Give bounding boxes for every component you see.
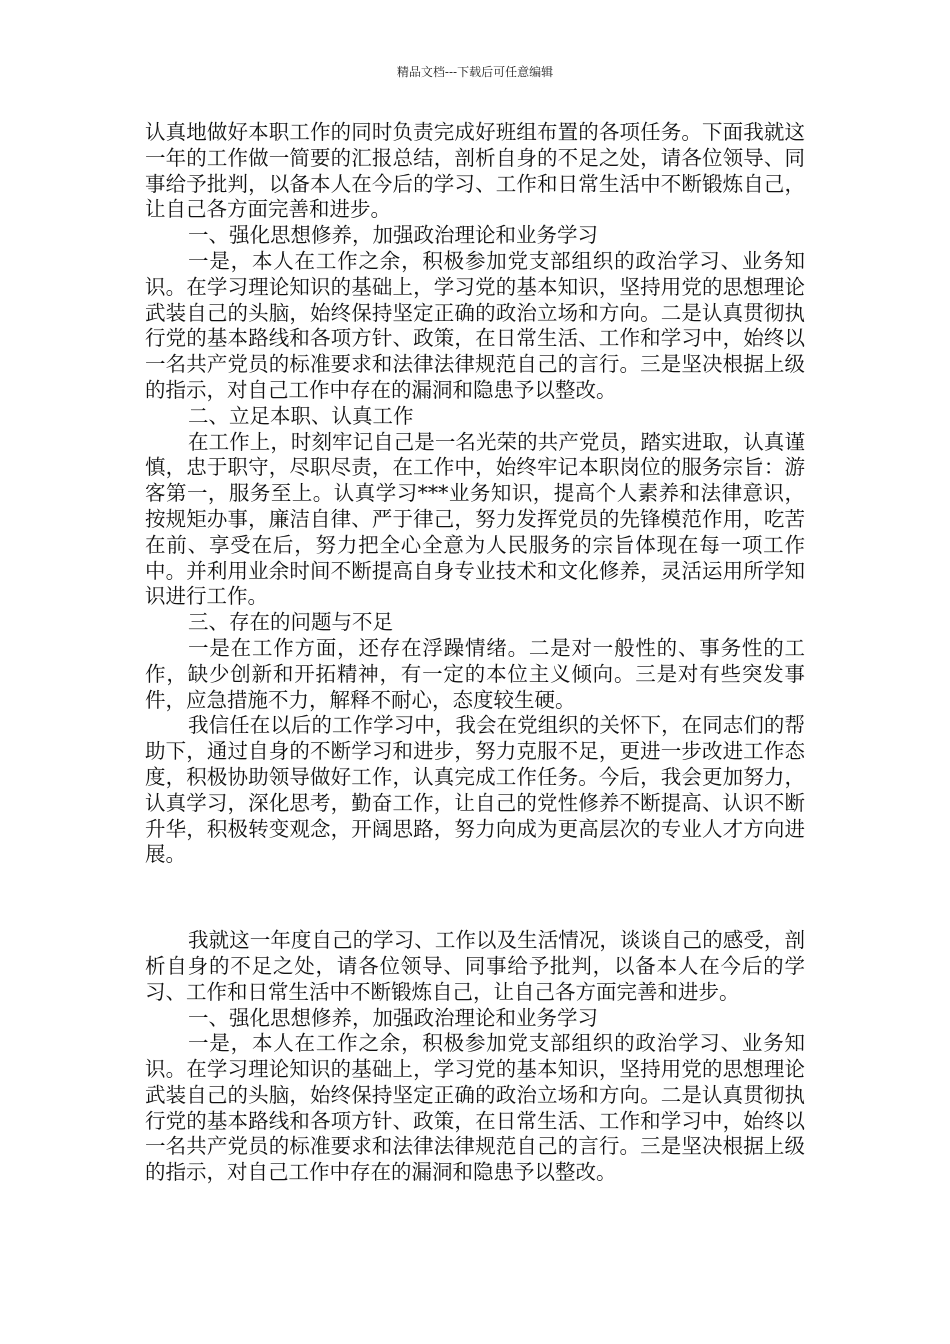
page-header: 精品文档---下载后可任意编辑 — [396, 65, 554, 79]
body-paragraph-1-repeat: 一是，本人在工作之余，积极参加党支部组织的政治学习、业务知识。在学习理论知识的基础上，学习党的基本知识，坚持用党的思想理论武装自己的头脑，始终保持坚定正确的政治立场和方向。二是认真贯彻执行党的基本路线和各项方针、政策，在日常生活、工作和学习中，始终以一名共产党员的标准要求和法律法律规范自己的言行。三是坚决根据上级的指示，对自己工作中存在的漏洞和隐患予以整改。 — [145, 1031, 805, 1185]
section-heading-2: 二、立足本职、认真工作 — [188, 403, 414, 428]
body-paragraph-2: 在工作上，时刻牢记自己是一名光荣的共产党员，踏实进取，认真谨慎，忠于职守，尽职尽责，在工作中，始终牢记本职岗位的服务宗旨：游客第一，服务至上。认真学习***业务知识，提高个人素养和法律意识，按规矩办事，廉洁自律、严于律己，努力发挥党员的先锋模范作用，吃苦在前、享受在后，努力把全心全意为人民服务的宗旨体现在每一项工作中。并利用业余时间不断提高自身专业技术和文化修养，灵活运用所学知识进行工作。 — [145, 429, 805, 609]
section-heading-1-repeat: 一、强化思想修养，加强政治理论和业务学习 — [188, 1005, 599, 1030]
document-body — [145, 120, 805, 1186]
section-heading-1: 一、强化思想修养，加强政治理论和业务学习 — [188, 223, 599, 248]
body-paragraph-1: 一是，本人在工作之余，积极参加党支部组织的政治学习、业务知识。在学习理论知识的基础上，学习党的基本知识，坚持用党的思想理论武装自己的头脑，始终保持坚定正确的政治立场和方向。二是认真贯彻执行党的基本路线和各项方针、政策，在日常生活、工作和学习中，始终以一名共产党员的标准要求和法律法律规范自己的言行。三是坚决根据上级的指示，对自己工作中存在的漏洞和隐患予以整改。 — [145, 248, 805, 402]
body-paragraph-3: 一是在工作方面，还存在浮躁情绪。二是对一般性的、事务性的工作，缺少创新和开拓精神，有一定的本位主义倾向。三是对有些突发事件，应急措施不力，解释不耐心，态度较生硬。 — [145, 635, 805, 712]
section-heading-3: 三、存在的问题与不足 — [188, 610, 394, 635]
intro-paragraph: 认真地做好本职工作的同时负责完成好班组布置的各项任务。下面我就这一年的工作做一简要的汇报总结，剖析自身的不足之处，请各位领导、同事给予批判，以备本人在今后的学习、工作和日常生活中不断锻炼自己，让自己各方面完善和进步。 — [145, 120, 805, 222]
section-gap — [145, 868, 805, 928]
body-paragraph-4: 我信任在以后的工作学习中，我会在党组织的关怀下，在同志们的帮助下，通过自身的不断学习和进步，努力克服不足，更进一步改进工作态度，积极协助领导做好工作，认真完成工作任务。今后，我会更加努力，认真学习，深化思考，勤奋工作，让自己的党性修养不断提高、认识不断升华，积极转变观念，开阔思路，努力向成为更高层次的专业人才方向进展。 — [145, 713, 805, 867]
intro-paragraph-2: 我就这一年度自己的学习、工作以及生活情况，谈谈自己的感受，剖析自身的不足之处，请各位领导、同事给予批判，以备本人在今后的学习、工作和日常生活中不断锻炼自己，让自己各方面完善和进步。 — [145, 928, 805, 1004]
